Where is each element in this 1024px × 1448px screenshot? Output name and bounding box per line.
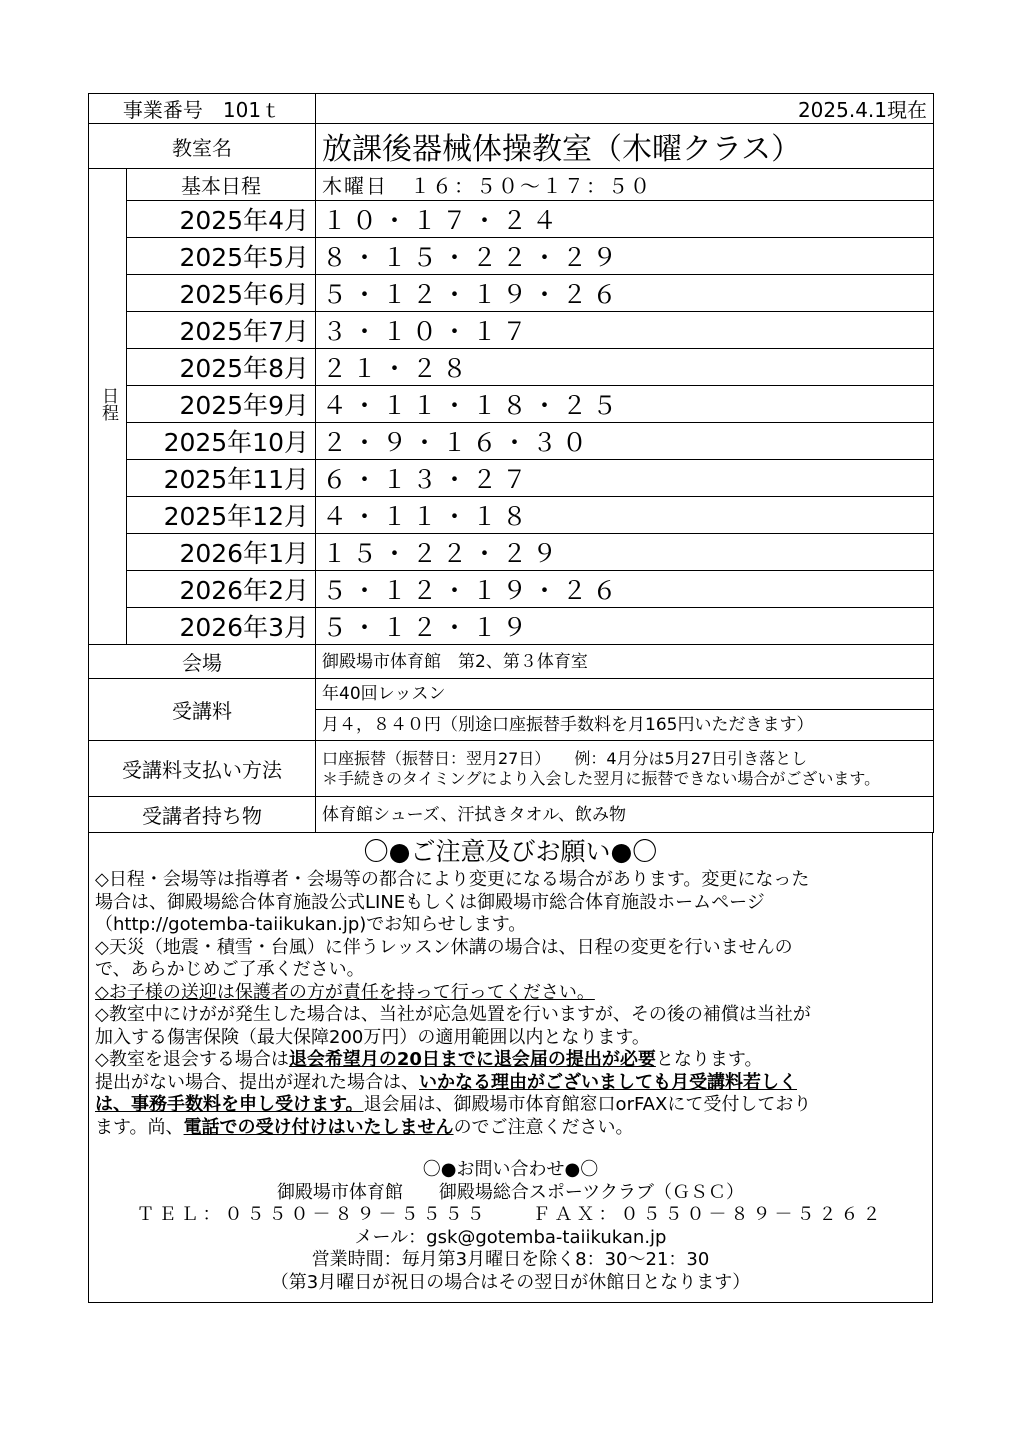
- program-number: 事業番号 101ｔ: [89, 94, 316, 124]
- month-row: [89, 534, 934, 571]
- contact-orgs: 御殿場市体育館 御殿場総合スポーツクラブ（ＧＳＣ）: [276, 1181, 745, 1203]
- payment-line-1: 口座振替（振替日：翌月27日） 例：4月分は5月27日引き落とし: [322, 748, 808, 768]
- fee-lessons: 年40回レッスン: [316, 679, 934, 710]
- month-row: [89, 423, 934, 460]
- venue-row: [89, 645, 934, 679]
- contact-holiday-note: （第3月曜日が祝日の場合はその翌日が休館日となります）: [270, 1271, 751, 1293]
- contact-section: [95, 1159, 926, 1294]
- month-label: 2025年7月: [127, 312, 316, 349]
- payment-row: [89, 741, 934, 797]
- contact-hours: 営業時間：毎月第3月曜日を除く8：30～21：30: [311, 1249, 710, 1270]
- month-dates: １５・２２・２９: [316, 534, 934, 571]
- schedule-table: [88, 93, 934, 833]
- schedule-side-label: 日程: [89, 169, 127, 645]
- note-pickup: ◇お子様の送迎は保護者の方が責任を持って行ってください。: [95, 981, 595, 1003]
- basic-schedule-value: 木曜日 １６：５０～１７：５０: [316, 169, 934, 201]
- month-dates: ２・９・１６・３０: [316, 423, 934, 460]
- fee-label: 受講料: [89, 679, 316, 741]
- month-row: [89, 386, 934, 423]
- classroom-row: [89, 124, 934, 169]
- venue-label: 会場: [89, 645, 316, 679]
- no-phone-notice: 電話での受け付けはいたしません: [183, 1116, 454, 1138]
- month-dates: ５・１２・１９: [316, 608, 934, 645]
- payment-label: 受講料支払い方法: [89, 741, 316, 797]
- classroom-label: 教室名: [89, 124, 316, 169]
- classroom-name: 放課後器械体操教室（木曜クラス）: [316, 124, 934, 169]
- month-row: [89, 460, 934, 497]
- month-label: 2025年10月: [127, 423, 316, 460]
- note-injury: ◇教室中にけがが発生した場合は、当社が応急処置を行いますが、その後の補償は当社が 加入する傷害保険（最大保障200万円）の適用範囲以内となります。: [95, 1004, 811, 1048]
- note-disaster: ◇天災（地震・積雪・台風）に伴うレッスン休講の場合は、日程の変更を行いませんの で、あらかじめご了承ください。: [95, 936, 793, 980]
- month-dates: ４・１１・１８・２５: [316, 386, 934, 423]
- month-dates: ４・１１・１８: [316, 497, 934, 534]
- note-withdrawal: ◇教室を退会する場合は退会希望月の20日までに退会届の提出が必要となります。 提出がない場合、提出が遅れた場合は、いかなる理由がございましても月受講料若しく は、事務手数料を申し受けます。退会届は、御殿場市体育館窓口orFAXにて受付しており ます。尚、電話での受け付けはいたしませんのでご注意ください。: [95, 1049, 812, 1138]
- month-label: 2025年12月: [127, 497, 316, 534]
- month-dates: ３・１０・１７: [316, 312, 934, 349]
- month-label: 2025年9月: [127, 386, 316, 423]
- month-row: [89, 571, 934, 608]
- fee-amount: 月４，８４０円（別途口座振替手数料を月165円いただきます）: [316, 710, 934, 741]
- month-label: 2026年1月: [127, 534, 316, 571]
- month-row: [89, 312, 934, 349]
- as-of-date: 2025.4.1現在: [316, 94, 934, 124]
- notes-section: [88, 833, 933, 1303]
- payment-line-2: ＊手続きのタイミングにより入会した翌月に振替できない場合がございます。: [322, 768, 881, 788]
- contact-title: 〇●お問い合わせ●〇: [422, 1159, 599, 1180]
- month-dates: ６・１３・２７: [316, 460, 934, 497]
- month-dates: ５・１２・１９・２６: [316, 571, 934, 608]
- month-label: 2025年4月: [127, 201, 316, 238]
- belongings-row: [89, 797, 934, 833]
- month-dates: １０・１７・２４: [316, 201, 934, 238]
- month-row: [89, 349, 934, 386]
- note-schedule-change: ◇日程・会場等は指導者・会場等の都合により変更になる場合があります。変更になった 場合は、御殿場総合体育施設公式LINEもしくは御殿場市総合体育施設ホームページ （http://gotemba-taiikukan.jp)でお知らせします。: [95, 869, 810, 935]
- payment-value: [316, 741, 934, 797]
- month-dates: ２１・２８: [316, 349, 934, 386]
- belongings-label: 受講者持ち物: [89, 797, 316, 833]
- basic-schedule-row: [89, 169, 934, 201]
- month-label: 2025年8月: [127, 349, 316, 386]
- month-label: 2026年3月: [127, 608, 316, 645]
- contact-email: メール：gsk@gotemba-taiikukan.jp: [354, 1226, 667, 1248]
- month-label: 2025年11月: [127, 460, 316, 497]
- withdrawal-fee-warning: いかなる理由がございましても月受講料若しく: [419, 1071, 797, 1093]
- fee-row: [89, 679, 934, 710]
- month-label: 2025年6月: [127, 275, 316, 312]
- month-row: [89, 497, 934, 534]
- belongings-value: 体育館シューズ、汗拭きタオル、飲み物: [316, 797, 934, 833]
- header-row: [89, 94, 934, 124]
- month-row: [89, 275, 934, 312]
- withdrawal-deadline: 退会希望月の20日までに退会届の提出が必要: [288, 1049, 656, 1070]
- document: [88, 93, 933, 1303]
- contact-phone-fax: ＴＥＬ：０５５０－８９－５５５５ ＦＡＸ：０５５０－８９－５２６２: [136, 1204, 885, 1225]
- month-dates: ８・１５・２２・２９: [316, 238, 934, 275]
- month-label: 2025年5月: [127, 238, 316, 275]
- notes-title: 〇●ご注意及びお願い●〇: [363, 837, 658, 866]
- month-row: [89, 201, 934, 238]
- month-dates: ５・１２・１９・２６: [316, 275, 934, 312]
- venue-value: 御殿場市体育館 第2、第３体育室: [316, 645, 934, 679]
- month-row: [89, 238, 934, 275]
- basic-schedule-label: 基本日程: [127, 169, 316, 201]
- month-label: 2026年2月: [127, 571, 316, 608]
- month-row: [89, 608, 934, 645]
